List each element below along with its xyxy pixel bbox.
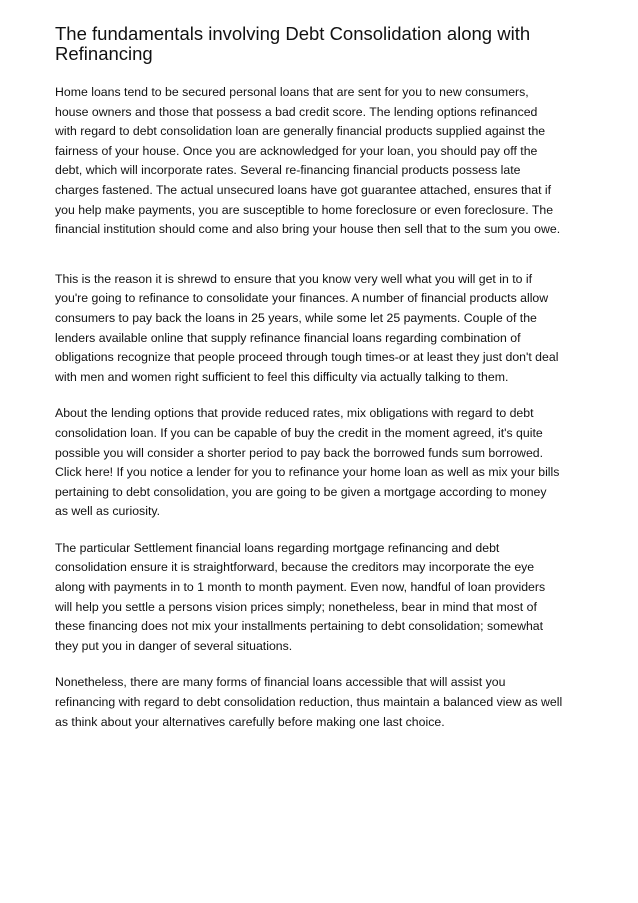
paragraph-4: The particular Settlement financial loans regarding mortgage refinancing and debt consolidation ensure it is straightforward, because the creditors may incorporate the eye along with payments in to 1 month to month payment. Even now, handful of loan providers will help you settle a persons vision prices simply; nonetheless, bear in mind that most of these financing does not mix your installments pertaining to debt consolidation; somewhat they put you in danger of several situations. bbox=[55, 540, 546, 653]
paragraph-spacer bbox=[55, 522, 595, 539]
paragraph-spacer bbox=[55, 240, 595, 270]
paragraph-3: About the lending options that provide reduced rates, mix obligations with regard to debt consolidation loan. If you can be capable of buy the credit in the moment agreed, it's quite possible you will consider a shorter period to pay back the borrowed funds sum borrowed. Click here! If you notice a lender for you to refinance your home loan as well as mix your bills pertaining to debt consolidation, you are going to be given a mortgage according to money as well as curiosity. bbox=[55, 406, 560, 519]
paragraph-1: Home loans tend to be secured personal loans that are sent for you to new consumers, house owners and those that possess a bad credit score. The lending options refinanced with regard to debt consolidation loan are generally financial products supplied against the fairness of your house. Once you are acknowledged for your loan, you should pay off the debt, which will incorporate rates. Several re-financing financial products possess late charges fastened. The actual unsecured loans have got guarantee attached, ensures that if you help make payments, you are susceptible to home foreclosure or even foreclosure. The financial institution should come and also bring your house then sell that to the sum you owe. bbox=[55, 85, 561, 237]
paragraph-5: Nonetheless, there are many forms of financial loans accessible that will assist you refinancing with regard to debt consolidation reduction, thus maintain a balanced view as well as think about your alternatives carefully before making one last choice. bbox=[55, 675, 563, 729]
paragraph-spacer bbox=[55, 656, 595, 673]
document-page bbox=[55, 24, 595, 732]
paragraph-2: This is the reason it is shrewd to ensure that you know very well what you will get in to if you're going to refinance to consolidate your finances. A number of financial products allow consumers to pay back the loans in 25 years, while some let 25 payments. Couple of the lenders available online that supply refinance financial loans regarding combination of obligations recognize that people proceed through tough times-or at least they just don't deal with men and women right sufficient to feel this difficulty via actually talking to them. bbox=[55, 271, 559, 384]
document-title: The fundamentals involving Debt Consolidation along with Refinancing bbox=[55, 23, 531, 64]
paragraph-spacer bbox=[55, 387, 595, 404]
